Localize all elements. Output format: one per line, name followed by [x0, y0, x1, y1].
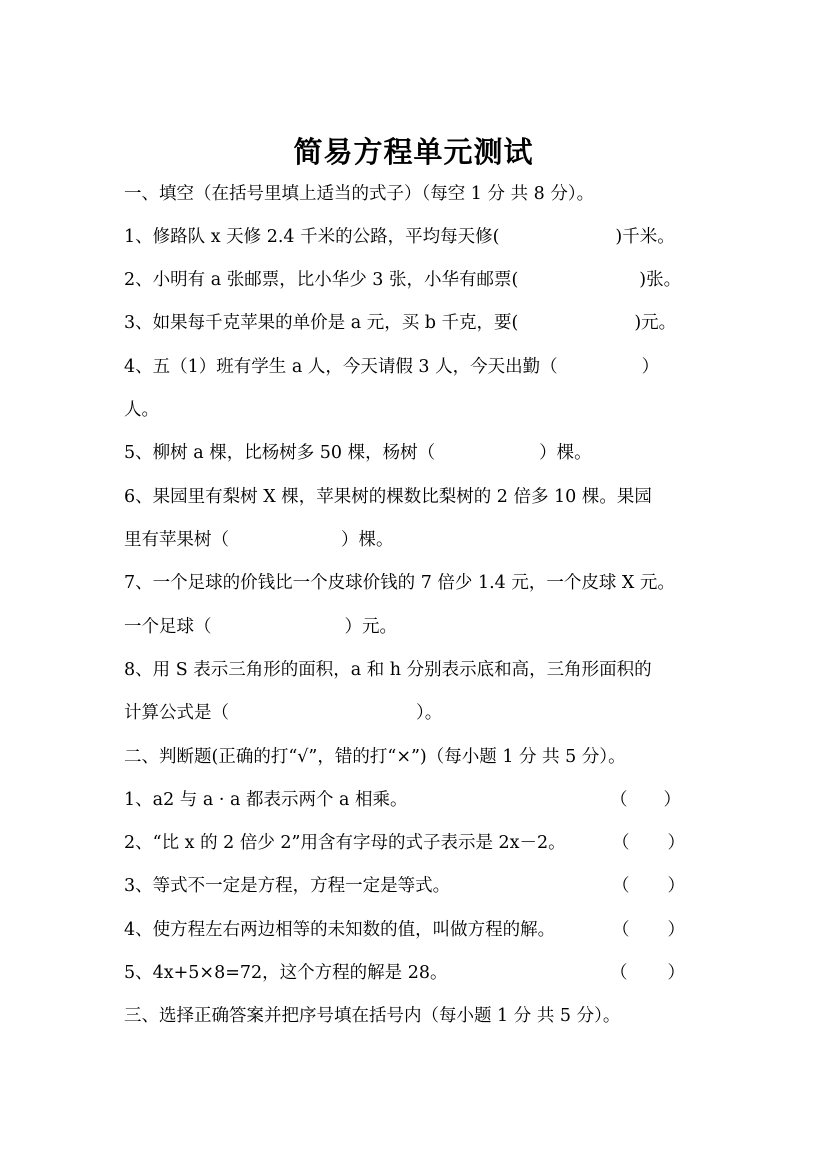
- question-2: [124, 268, 681, 292]
- question-2-text: 2、小明有 a 张邮票，比小华少 3 张，小华有邮票(: [124, 270, 519, 290]
- question-3: [124, 311, 676, 335]
- paren-open: （: [610, 790, 628, 810]
- question-7-text: 一个足球（: [124, 617, 212, 637]
- question-6-text: 里有苹果树（: [124, 530, 229, 550]
- paren-open: （: [612, 833, 630, 853]
- question-1: [124, 225, 675, 249]
- question-8-text: 计算公式是（: [124, 703, 229, 723]
- question-7-line1: 7、一个足球的价钱比一个皮球价钱的 7 倍少 1.4 元，一个皮球 X 元。: [124, 573, 675, 593]
- page-title: 简易方程单元测试: [293, 135, 534, 169]
- question-5: [124, 441, 592, 465]
- judge-answer-1[interactable]: [610, 788, 681, 812]
- question-5-suffix: ）棵。: [539, 443, 592, 463]
- question-4-suffix: ）: [641, 357, 660, 377]
- judge-answer-3[interactable]: [612, 874, 685, 898]
- judge-item-1: 1、a2 与 a · a 都表示两个 a 相乘。: [124, 790, 408, 810]
- judge-item-3: 3、等式不一定是方程，方程一定是等式。: [124, 876, 451, 896]
- judge-answer-4[interactable]: [612, 918, 685, 942]
- judge-item-2: 2、“比 x 的 2 倍少 2”用含有字母的式子表示是 2x－2。: [124, 833, 566, 853]
- question-8-line2: [124, 701, 442, 725]
- paren-close: ）: [667, 963, 685, 983]
- section2-heading: 二、判断题(正确的打“√”，错的打“×”)（每小题 1 分 共 5 分）。: [124, 747, 626, 767]
- paren-open: （: [610, 963, 628, 983]
- paren-open: （: [612, 876, 630, 896]
- question-8-suffix: ）。: [416, 703, 443, 723]
- question-4-text: 4、五（1）班有学生 a 人，今天请假 3 人，今天出勤（: [124, 357, 558, 377]
- section3-heading: 三、选择正确答案并把序号填在括号内（每小题 1 分 共 5 分）。: [124, 1006, 621, 1026]
- paren-close: ）: [667, 876, 685, 896]
- question-4: [124, 355, 659, 379]
- question-5-text: 5、柳树 a 棵，比杨树多 50 棵，杨树（: [124, 443, 436, 463]
- question-6-line2: [124, 528, 394, 552]
- question-8-line1: 8、用 S 表示三角形的面积，a 和 h 分别表示底和高，三角形面积的: [124, 660, 652, 680]
- section1-heading: 一、填空（在括号里填上适当的式子）（每空 1 分 共 8 分）。: [124, 184, 595, 204]
- question-4-continuation: 人。: [124, 400, 159, 420]
- judge-answer-2[interactable]: [612, 831, 685, 855]
- paren-close: ）: [667, 920, 685, 940]
- paren-close: ）: [667, 833, 685, 853]
- question-7-suffix: ）元。: [344, 617, 397, 637]
- judge-answer-5[interactable]: [610, 961, 685, 985]
- judge-item-5: 5、4x+5×8=72，这个方程的解是 28。: [124, 963, 448, 983]
- question-1-text: 1、修路队 x 天修 2.4 千米的公路，平均每天修(: [124, 227, 500, 247]
- question-3-suffix: )元。: [634, 313, 677, 333]
- question-1-suffix: )千米。: [615, 227, 675, 247]
- question-6-line1: 6、果园里有梨树 X 棵，苹果树的棵数比梨树的 2 倍多 10 棵。果园: [124, 487, 652, 507]
- paren-close: ）: [663, 790, 681, 810]
- question-7-line2: [124, 615, 397, 639]
- question-3-text: 3、如果每千克苹果的单价是 a 元，买 b 千克，要(: [124, 313, 519, 333]
- judge-item-4: 4、使方程左右两边相等的未知数的值，叫做方程的解。: [124, 920, 556, 940]
- question-2-suffix: )张。: [639, 270, 682, 290]
- paren-open: （: [612, 920, 630, 940]
- question-6-suffix: ）棵。: [341, 530, 394, 550]
